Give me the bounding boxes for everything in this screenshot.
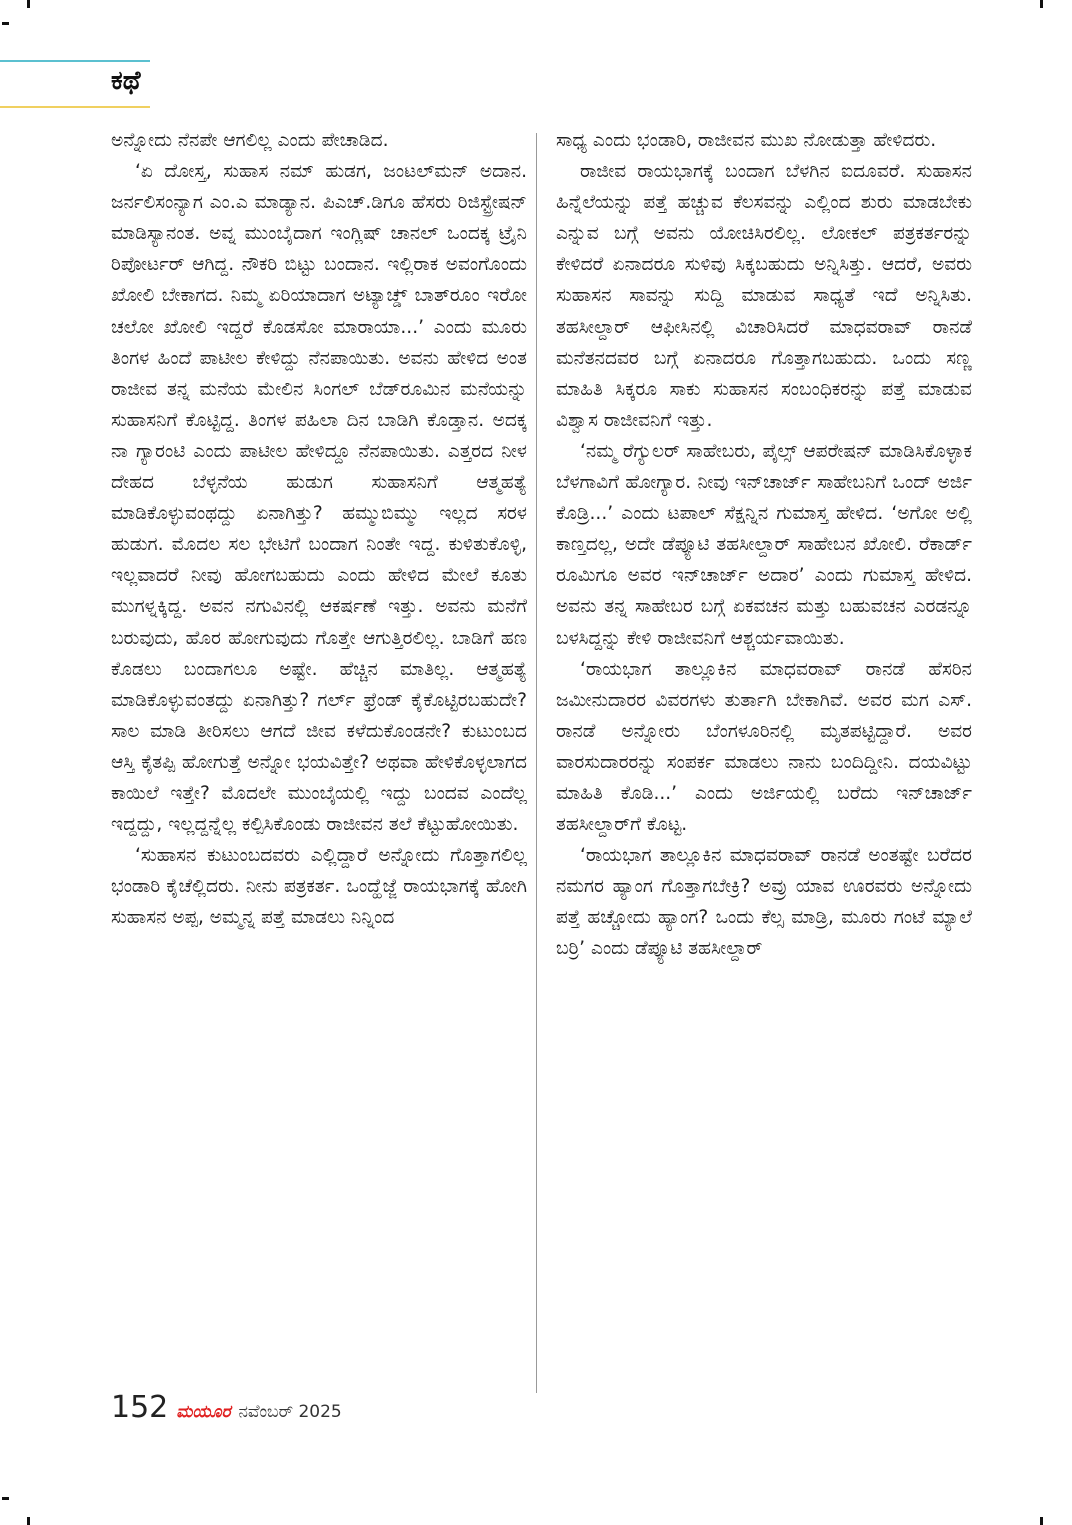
crop-mark-top-right — [1040, 0, 1043, 8]
header-rule-top — [0, 60, 150, 62]
column-divider — [536, 133, 537, 1393]
page-footer — [111, 1390, 342, 1425]
crop-mark-bottom-right — [1040, 1517, 1043, 1525]
crop-mark-top-left — [27, 0, 30, 8]
magazine-logo: ಮಯೂರ — [176, 1402, 231, 1422]
paragraph: ‘ರಾಯಭಾಗ ತಾಲ್ಲೂಕಿನ ಮಾಧವರಾವ್ ರಾನಡೆ ಹೆಸರಿನ ಜಮೀನುದಾರರ ವಿವರಗಳು ತುರ್ತಾಗಿ ಬೇಕಾಗಿವೆ. ಅವರ ಮಗ ಎಸ್. ರಾನಡೆ ಅನ್ನೋರು ಬೆಂಗಳೂರಿನಲ್ಲಿ ಮೃತಪಟ್ಟಿದ್ದಾರೆ. ಅವರ ವಾರಸುದಾರರನ್ನು ಸಂಪರ್ಕ ಮಾಡಲು ನಾನು ಬಂದಿದ್ದೀನಿ. ದಯವಿಟ್ಟು ಮಾಹಿತಿ ಕೊಡಿ...’ ಎಂದು ಅರ್ಜಿಯಲ್ಲಿ ಬರೆದು ಇನ್‌ಚಾರ್ಜ್ ತಹಸೀಲ್ದಾರ್‌ಗೆ ಕೊಟ್ಟ. — [556, 658, 972, 836]
article-column-left — [111, 125, 527, 933]
section-title: ಕಥೆ — [111, 66, 141, 96]
issue-date: ನವೆಂಬರ್ 2025 — [238, 1402, 342, 1422]
paragraph: ಅನ್ನೋದು ನೆನಪೇ ಆಗಲಿಲ್ಲ ಎಂದು ಪೇಚಾಡಿದ. — [111, 130, 389, 151]
paragraph: ‘ಸುಹಾಸನ ಕುಟುಂಬದವರು ಎಲ್ಲಿದ್ದಾರೆ ಅನ್ನೋದು ಗೊತ್ತಾಗಲಿಲ್ಲ ಭಂಡಾರಿ ಕೈಚೆಲ್ಲಿದರು. ನೀನು ಪತ್ರಕರ್ತ. ಒಂದ್ಹೆಜ್ಜೆ ರಾಯಭಾಗಕ್ಕೆ ಹೋಗಿ ಸುಹಾಸನ ಅಪ್ಪ, ಅಮ್ಮನ್ನ ಪತ್ತೆ ಮಾಡಲು ನಿನ್ನಿಂದ — [111, 845, 527, 929]
paragraph: ರಾಜೀವ ರಾಯಭಾಗಕ್ಕೆ ಬಂದಾಗ ಬೆಳಗಿನ ಐದೂವರೆ. ಸುಹಾಸನ ಹಿನ್ನೆಲೆಯನ್ನು ಪತ್ತೆ ಹಚ್ಚುವ ಕೆಲಸವನ್ನು ಎಲ್ಲಿಂದ ಶುರು ಮಾಡಬೇಕು ಎನ್ನುವ ಬಗ್ಗೆ ಅವನು ಯೋಚಿಸಿರಲಿಲ್ಲ. ಲೋಕಲ್ ಪತ್ರಕರ್ತರನ್ನು ಕೇಳಿದರೆ ಏನಾದರೂ ಸುಳಿವು ಸಿಕ್ಕಬಹುದು ಅನ್ನಿಸಿತ್ತು. ಆದರೆ, ಅವರು ಸುಹಾಸನ ಸಾವನ್ನು ಸುದ್ದಿ ಮಾಡುವ ಸಾಧ್ಯತೆ ಇದೆ ಅನ್ನಿಸಿತು. ತಹಸೀಲ್ದಾರ್ ಆಫೀಸಿನಲ್ಲಿ ವಿಚಾರಿಸಿದರೆ ಮಾಧವರಾವ್ ರಾನಡೆ ಮನೆತನದವರ ಬಗ್ಗೆ ಏನಾದರೂ ಗೊತ್ತಾಗಬಹುದು. ಒಂದು ಸಣ್ಣ ಮಾಹಿತಿ ಸಿಕ್ಕರೂ ಸಾಕು ಸುಹಾಸನ ಸಂಬಂಧಿಕರನ್ನು ಪತ್ತೆ ಮಾಡುವ ವಿಶ್ವಾಸ ರಾಜೀವನಿಗೆ ಇತ್ತು. — [556, 161, 972, 431]
paragraph: ‘ನಮ್ಮ ರೆಗ್ಯುಲರ್ ಸಾಹೇಬರು, ಪೈಲ್ಸ್ ಆಪರೇಷನ್ ಮಾಡಿಸಿಕೊಳ್ಳಾಕ ಬೆಳಗಾವಿಗೆ ಹೋಗ್ಯಾರ. ನೀವು ಇನ್‌ಚಾರ್ಜ್ ಸಾಹೇಬನಿಗೆ ಒಂದ್ ಅರ್ಜಿ ಕೊಡ್ರಿ...’ ಎಂದು ಟಪಾಲ್ ಸೆಕ್ಷನ್ನಿನ ಗುಮಾಸ್ತ ಹೇಳಿದ. ‘ಅಗೋ ಅಲ್ಲಿ ಕಾಣ್ತದಲ್ಲ, ಅದೇ ಡೆಪ್ಯೂಟಿ ತಹಸೀಲ್ದಾರ್ ಸಾಹೇಬನ ಖೋಲಿ. ರೆಕಾರ್ಡ್ ರೂಮಿಗೂ ಅವರ ಇನ್‌ಚಾರ್ಜ್ ಅದಾರ’ ಎಂದು ಗುಮಾಸ್ತ ಹೇಳಿದ. ಅವನು ತನ್ನ ಸಾಹೇಬರ ಬಗ್ಗೆ ಏಕವಚನ ಮತ್ತು ಬಹುವಚನ ಎರಡನ್ನೂ ಬಳಸಿದ್ದನ್ನು ಕೇಳಿ ರಾಜೀವನಿಗೆ ಆಶ್ಚರ್ಯವಾಯಿತು. — [556, 440, 972, 649]
header-rule-bottom — [0, 106, 150, 108]
paragraph: ‘ರಾಯಭಾಗ ತಾಲ್ಲೂಕಿನ ಮಾಧವರಾವ್ ರಾನಡೆ ಅಂತಷ್ಟೇ ಬರೆದರ ನಮಗರ ಹ್ಯಾಂಗ ಗೊತ್ತಾಗಬೇಕ್ರಿ? ಅವ್ರು ಯಾವ ಊರವರು ಅನ್ನೋದು ಪತ್ತೆ ಹಚ್ಚೋದು ಹ್ಯಾಂಗ? ಒಂದು ಕೆಲ್ಸ ಮಾಡ್ರಿ, ಮೂರು ಗಂಟೆ ಮ್ಯಾಲೆ ಬರ್ರಿ’ ಎಂದು ಡೆಪ್ಯೂಟಿ ತಹಸೀಲ್ದಾರ್ — [556, 845, 972, 960]
paragraph: ಸಾಧ್ಯ ಎಂದು ಭಂಡಾರಿ, ರಾಜೀವನ ಮುಖ ನೋಡುತ್ತಾ ಹೇಳಿದರು. — [556, 130, 937, 151]
page-number: 152 — [111, 1390, 169, 1425]
crop-mark-bottom-left — [2, 1497, 9, 1500]
crop-mark-bottom-left-v — [27, 1517, 30, 1525]
crop-mark-left-top — [2, 22, 9, 25]
paragraph: ‘ಏ ದೋಸ್ತ, ಸುಹಾಸ ನಮ್ ಹುಡಗ, ಜಂಟಲ್‌ಮನ್ ಅದಾನ. ಜರ್ನಲಿಸಂನ್ಯಾಗ ಎಂ.ಎ ಮಾಡ್ಯಾನ. ಪಿಎಚ್.ಡಿಗೂ ಹೆಸರು ರಿಜಿಸ್ಟ್ರೇಷನ್ ಮಾಡಿಸ್ಯಾನಂತ. ಅವ್ನ ಮುಂಬೈದಾಗ ಇಂಗ್ಲಿಷ್ ಚಾನಲ್ ಒಂದಕ್ಕ ಟ್ರೈನಿ ರಿಪೋರ್ಟರ್ ಆಗಿದ್ದ. ನೌಕರಿ ಬಿಟ್ಟು ಬಂದಾನ. ಇಲ್ಲಿರಾಕ ಅವಂಗೊಂದು ಖೋಲಿ ಬೇಕಾಗದ. ನಿಮ್ಮ ಏರಿಯಾದಾಗ ಅಟ್ಯಾಚ್ಡ್ ಬಾತ್‌ರೂಂ ಇರೋ ಚಲೋ ಖೋಲಿ ಇದ್ದರೆ ಕೊಡಸೋ ಮಾರಾಯಾ...’ ಎಂದು ಮೂರು ತಿಂಗಳ ಹಿಂದೆ ಪಾಟೀಲ ಕೇಳಿದ್ದು ನೆನಪಾಯಿತು. ಅವನು ಹೇಳಿದ ಅಂತ ರಾಜೀವ ತನ್ನ ಮನೆಯ ಮೇಲಿನ ಸಿಂಗಲ್ ಬೆಡ್‌ರೂಮಿನ ಮನೆಯನ್ನು ಸುಹಾಸನಿಗೆ ಕೊಟ್ಟಿದ್ದ. ತಿಂಗಳ ಪಹಿಲಾ ದಿನ ಬಾಡಿಗಿ ಕೊಡ್ತಾನ. ಅದಕ್ಕ ನಾ ಗ್ಯಾರಂಟಿ ಎಂದು ಪಾಟೀಲ ಹೇಳಿದ್ದೂ ನೆನಪಾಯಿತು. ಎತ್ತರದ ನೀಳ ದೇಹದ ಬೆಳ್ಳನೆಯ ಹುಡುಗ ಸುಹಾಸನಿಗೆ ಆತ್ಮಹತ್ಯೆ ಮಾಡಿಕೊಳ್ಳುವಂಥದ್ದು ಏನಾಗಿತ್ತು? ಹಮ್ಮುಬಿಮ್ಮು ಇಲ್ಲದ ಸರಳ ಹುಡುಗ. ಮೊದಲ ಸಲ ಭೇಟಿಗೆ ಬಂದಾಗ ನಿಂತೇ ಇದ್ದ. ಕುಳಿತುಕೊಳ್ಳಿ, ಇಲ್ಲವಾದರೆ ನೀವು ಹೋಗಬಹುದು ಎಂದು ಹೇಳಿದ ಮೇಲೆ ಕೂತು ಮುಗಳ್ನಕ್ಕಿದ್ದ. ಅವನ ನಗುವಿನಲ್ಲಿ ಆಕರ್ಷಣೆ ಇತ್ತು. ಅವನು ಮನೆಗೆ ಬರುವುದು, ಹೊರ ಹೋಗುವುದು ಗೊತ್ತೇ ಆಗುತ್ತಿರಲಿಲ್ಲ. ಬಾಡಿಗೆ ಹಣ ಕೊಡಲು ಬಂದಾಗಲೂ ಅಷ್ಟೇ. ಹೆಚ್ಚಿನ ಮಾತಿಲ್ಲ. ಆತ್ಮಹತ್ಯೆ ಮಾಡಿಕೊಳ್ಳುವಂತದ್ದು ಏನಾಗಿತ್ತು? ಗರ್ಲ್ ಫ್ರೆಂಡ್ ಕೈಕೊಟ್ಟಿರಬಹುದೇ? ಸಾಲ ಮಾಡಿ ತೀರಿಸಲು ಆಗದೆ ಜೀವ ಕಳೆದುಕೊಂಡನೇ? ಕುಟುಂಬದ ಆಸ್ತಿ ಕೈತಪ್ಪಿ ಹೋಗುತ್ತೆ ಅನ್ನೋ ಭಯವಿತ್ತೇ? ಅಥವಾ ಹೇಳಿಕೊಳ್ಳಲಾಗದ ಕಾಯಿಲೆ ಇತ್ತೇ? ಮೊದಲೇ ಮುಂಬೈಯಲ್ಲಿ ಇದ್ದು ಬಂದವ ಎಂದೆಲ್ಲ ಇದ್ದದ್ದು, ಇಲ್ಲದ್ದನ್ನೆಲ್ಲ ಕಲ್ಪಿಸಿಕೊಂಡು ರಾಜೀವನ ತಲೆ ಕೆಟ್ಟುಹೋಯಿತು. — [111, 161, 527, 836]
article-column-right — [556, 125, 972, 965]
